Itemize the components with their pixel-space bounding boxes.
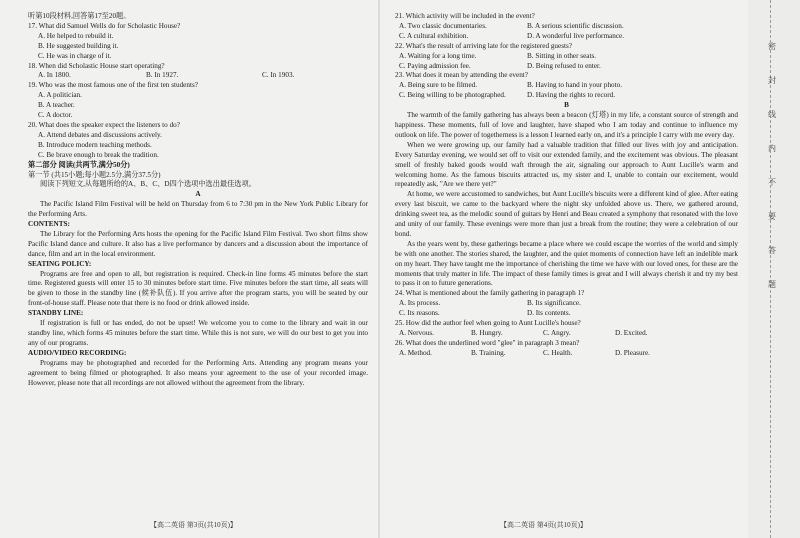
answer-option: C. Being willing to be photographed. [399,91,506,100]
left-text-line: 20. What does the speaker expect the listeners to do? [28,120,180,129]
left-text-line: AUDIO/VIDEO RECORDING: [28,348,127,357]
answer-option: B. Sitting in other seats. [527,51,597,60]
answer-option: D. A wonderful live performance. [527,31,624,40]
answer-option: A. Two classic documentaries. [399,21,487,30]
right-text-line [395,32,738,42]
left-page-footer: 【高二英语 第3页(共10页)】 [150,521,237,529]
left-text-line: 第二部分 阅读(共两节,满分50分) [28,160,130,169]
right-text-line [395,52,738,62]
answer-option: B. Its significance. [527,299,581,308]
right-text-line: 23. What does it mean by attending the event? [395,71,528,80]
answer-option: C. Angry. [543,329,571,337]
answer-option: B. Having to hand in your photo. [527,81,623,90]
binding-char: 答 [768,246,776,255]
right-page-footer: 【高二英语 第4页(共10页)】 [500,521,587,529]
right-text-line [395,22,738,32]
answer-option: A. Its process. [399,299,441,308]
answer-option: A. Waiting for a long time. [399,51,477,60]
binding-char: 密 [768,42,776,51]
left-text-line: B. Introduce modern teaching methods. [38,140,152,149]
right-text-line: 22. What's the result of arriving late for the registered guests? [395,41,572,50]
answer-option: B. In 1927. [146,71,179,80]
left-text-line: A. Attend debates and discussions actively. [38,130,162,139]
left-text-line: SEATING POLICY: [28,259,92,268]
binding-char: 封 [768,76,776,85]
right-text-line: 24. What is mentioned about the family gathering in paragraph 1? [395,289,585,298]
left-text-line: The Pacific Island Film Festival will be held on Thursday from 6 to 7:30 pm in the New York Public Library for the Performing Arts. [28,200,368,219]
answer-option: C. Paying admission fee. [399,61,471,70]
answer-option: D. Being refused to enter. [527,61,601,70]
left-text-line: 19. Who was the most famous one of the first ten students? [28,81,198,90]
left-text-line: CONTENTS: [28,220,70,229]
right-column [395,12,738,359]
left-text-line: B. A teacher. [38,101,75,110]
right-page [380,0,748,538]
right-text-line: 26. What does the underlined word "glee" in paragraph 3 mean? [395,338,580,347]
answer-option: C. In 1903. [262,71,295,80]
answer-option: D. Its contents. [527,309,571,318]
binding-notice [762,42,782,314]
left-text-line: 18. When did Scholastic House start operating? [28,61,165,70]
left-text-line: 阅读下列短文,从每题所给的A、B、C、D四个选项中选出最佳选项。 [40,180,256,189]
left-text-line: 听第10段材料,回答第17至20题。 [28,12,131,20]
left-text-line: A. A politician. [38,91,82,100]
right-text-line [395,309,738,319]
right-text-line: The warmth of the family gathering has always been a beacon (灯塔) in my life, a constant source of strength and happiness. These moments, full of love and laughter, have shaped who I am today and continue to influence my outlook on life. The power of togetherness is a lesson I learned early on, and it's a principle I carry with me every day. [395,111,738,139]
left-text-line [28,71,368,81]
answer-option: D. Excited. [615,329,648,337]
right-text-line [395,329,738,339]
left-text-line: A [195,190,201,199]
answer-option: B. Hungry. [471,329,503,337]
right-text-line: 21. Which activity will be included in the event? [395,12,535,20]
left-text-line: Programs are free and open to all, but registration is required. Check-in line forms 45 minutes before the start time. Registered guests will enter 15 to 30 minutes before start time. Five minutes before the start time, all seats will be given to those in the standby line (候补队伍). If you arrive after the program starts, you will be seated by our front-of-house staff. Please note that there is no food or drink allowed inside. [28,269,368,308]
right-text-line [395,91,738,101]
right-text-line [395,62,738,72]
right-text-line [395,299,738,309]
left-text-line: B. He suggested building it. [38,41,119,50]
answer-option: A. Nervous. [399,329,434,337]
right-text-line: At home, we were accustomed to sandwiches, but Aunt Lucille's biscuits were a different kind of glee. After eating every last biscuit, we came to the backyard where the night sky unfolded above us. There, we gathered around, drinking sweet tea, as the melodic sound of guitars by Henri and Beau created a symphony that resonated with the love and unity of our family. These evenings were more than just a break from the routine; they were a celebration of our bond. [395,190,738,238]
answer-option: A. Being sure to be filmed. [399,81,478,90]
left-text-line: C. Be brave enough to break the tradition. [38,150,159,159]
left-text-line: The Library for the Performing Arts hosts the opening for the Pacific Island Film Festival. Two short films show Pacific Island dance and culture. It also has a live performance by dancers and a discussion about the importance of dance, film and art in the local environment. [28,229,368,258]
left-text-line: C. He was in charge of it. [38,51,112,60]
right-text-line: When we were growing up, our family had a valuable tradition that filled our lives with joy and anticipation. Every Saturday evening, we would set off to visit our extended family, and the excitement was obvious. The pleasant smell of freshly baked goods would waft through the air, signaling our approach to Aunt Lucille's warm and welcoming home. As the famous biscuits attracted us, my sister and I, unable to contain our excitement, would repeatedly ask, "Are we there yet?" [395,140,738,189]
right-text-line: B [564,101,569,110]
left-text-line: Programs may be photographed and recorded for the Performing Arts. Attending any program means your agreement to being filmed or photographed. It also means your agreement to the use of your recorded image. However, please note that all recordings are not allowed without the agreement from the library. [28,358,368,387]
right-text-line [395,81,738,91]
left-page [0,0,378,538]
binding-char: 不 [768,178,776,187]
right-text-line: As the years went by, these gatherings became a place where we could escape the worries of the world and simply be with one another. The stories shared, the laughter, and the quiet moments of connection have left an indelible mark on my heart. They have taught me the importance of cherishing the time we have with our loved ones, for these are the moments that truly matter in life. The impact of these family times is great and I will always cherish it and try my best to pass it on to future generations. [395,239,738,288]
right-text-line [395,349,738,359]
answer-option: C. Health. [543,348,573,357]
answer-option: D. Pleasure. [615,348,650,357]
answer-option: B. A serious scientific discussion. [527,21,624,30]
answer-option: C. A cultural exhibition. [399,31,469,40]
answer-option: C. Its reasons. [399,309,440,318]
left-text-line: 第一节 (共15小题;每小题2.5分,满分37.5分) [28,170,161,179]
binding-char: 要 [768,212,776,221]
binding-char: 线 [768,110,776,119]
binding-char: 内 [768,144,776,153]
answer-option: A. Method. [399,348,432,357]
left-text-line: STANDBY LINE: [28,309,84,318]
answer-option: D. Having the rights to record. [527,91,616,100]
left-text-line: C. A doctor. [38,111,73,120]
left-text-line: A. He helped to rebuild it. [38,31,114,40]
answer-option: B. Training. [471,348,506,357]
left-text-line: If registration is full or has ended, do not be upset! We welcome you to come to the library and wait in our standby line, which forms 45 minutes before the start time. While this is not sure, we will do our best to get you into any of our programs. [28,319,368,347]
binding-margin [748,0,800,538]
left-column [28,12,368,388]
binding-char: 题 [768,280,776,289]
left-text-line: 17. What did Samuel Wells do for Scholastic House? [28,21,181,30]
right-text-line: 25. How did the author feel when going to Aunt Lucille's house? [395,319,581,328]
answer-option: A. In 1800. [38,71,71,80]
